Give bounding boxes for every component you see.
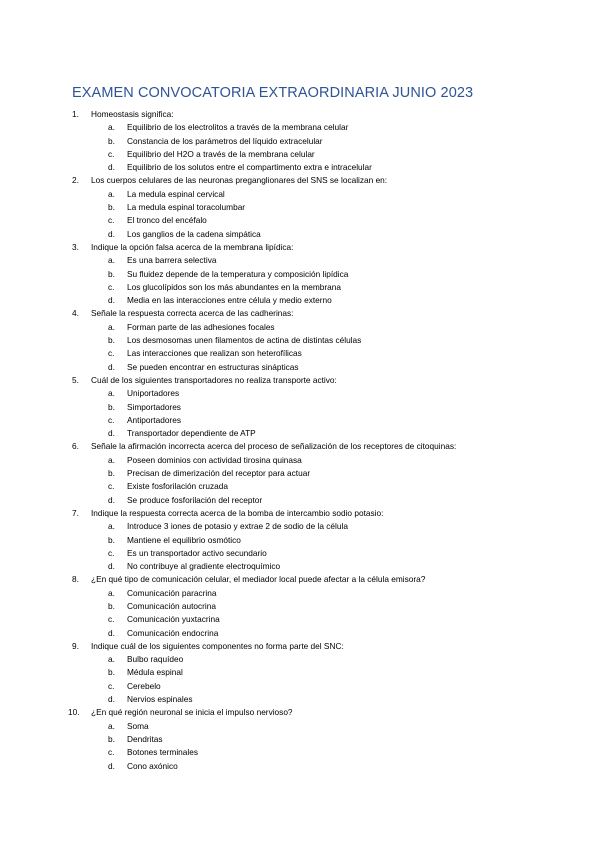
option-text: Transportador dependiente de ATP — [127, 428, 256, 439]
option-letter: b. — [108, 667, 115, 678]
question-item — [0, 706, 600, 719]
answer-option — [0, 401, 600, 414]
option-text: Antiportadores — [127, 414, 181, 425]
question-number: 1. — [72, 109, 79, 119]
option-letter: b. — [108, 534, 115, 545]
answer-option — [0, 613, 600, 626]
option-letter: d. — [108, 162, 115, 173]
option-text: Comunicación endocrina — [127, 627, 219, 638]
option-text: Mantiene el equilibrio osmótico — [127, 534, 241, 545]
question-number: 8. — [72, 574, 79, 585]
option-letter: c. — [108, 481, 115, 492]
answer-option — [0, 666, 600, 679]
option-text: Los ganglios de la cadena simpática — [127, 228, 261, 239]
option-text: Botones terminales — [127, 747, 199, 758]
option-text: Equilibrio del H2O a través de la membrana celular — [127, 148, 315, 159]
question-number: 9. — [72, 640, 79, 651]
option-letter: b. — [108, 600, 115, 611]
question-number: 3. — [72, 241, 79, 252]
option-text: Médula espinal — [127, 667, 183, 678]
option-text: Existe fosforilación cruzada — [127, 481, 228, 492]
option-letter: c. — [108, 215, 115, 226]
option-letter: d. — [108, 228, 115, 239]
answer-option — [0, 587, 600, 600]
option-letter: b. — [108, 135, 115, 146]
option-text: Es una barrera selectiva — [127, 255, 217, 266]
answer-option — [0, 281, 600, 294]
option-letter: d. — [108, 428, 115, 439]
option-text: La medula espinal toracolumbar — [127, 202, 246, 213]
answer-option — [0, 361, 600, 374]
question-text: Los cuerpos celulares de las neuronas preganglionares del SNS se localizan en: — [91, 175, 388, 186]
answer-option — [0, 135, 600, 148]
option-text: Nervios espinales — [127, 694, 193, 705]
option-text: Las interacciones que realizan son heterofílicas — [127, 348, 302, 359]
answer-option — [0, 627, 600, 640]
question-text: Señale la respuesta correcta acerca de las cadherinas: — [91, 308, 294, 319]
answer-option — [0, 347, 600, 360]
option-letter: a. — [108, 720, 115, 731]
question-number: 4. — [72, 308, 79, 319]
option-letter: a. — [108, 321, 115, 332]
option-letter: a. — [108, 188, 115, 199]
question-item — [0, 241, 600, 254]
option-letter: a. — [108, 388, 115, 399]
option-letter: c. — [108, 680, 115, 691]
answer-option — [0, 268, 600, 281]
option-text: Uniportadores — [127, 388, 180, 399]
question-number: 6. — [72, 441, 79, 452]
exam-title: EXAMEN CONVOCATORIA EXTRAORDINARIA JUNIO 2023 — [72, 85, 474, 101]
answer-option — [0, 254, 600, 267]
option-text: Cerebelo — [127, 680, 161, 691]
answer-option — [0, 228, 600, 241]
option-text: Introduce 3 iones de potasio y extrae 2 de sodio de la célula — [127, 521, 348, 532]
option-letter: d. — [108, 494, 115, 505]
option-text: Cono axónico — [127, 760, 178, 771]
option-letter: b. — [108, 335, 115, 346]
question-text: Señale la afirmación incorrecta acerca del proceso de señalización de los receptores de citoquinas: — [91, 441, 457, 452]
option-text: Comunicación paracrina — [127, 587, 217, 598]
option-text: Precisan de dimerización del receptor para actuar — [127, 468, 311, 479]
option-text: Poseen dominios con actividad tirosina quinasa — [127, 454, 302, 465]
option-letter: d. — [108, 760, 115, 771]
option-letter: d. — [108, 694, 115, 705]
option-letter: c. — [108, 547, 115, 558]
answer-option — [0, 480, 600, 493]
option-text: Simportadores — [127, 401, 181, 412]
option-text: No contribuye al gradiente electroquímico — [127, 561, 281, 572]
answer-option — [0, 201, 600, 214]
option-letter: a. — [108, 587, 115, 598]
option-letter: a. — [108, 654, 115, 665]
answer-option — [0, 653, 600, 666]
answer-option — [0, 680, 600, 693]
answer-option — [0, 494, 600, 507]
answer-option — [0, 188, 600, 201]
option-text: Su fluidez depende de la temperatura y composición lipídica — [127, 268, 349, 279]
answer-option — [0, 414, 600, 427]
option-text: Comunicación autocrina — [127, 600, 217, 611]
question-item — [0, 640, 600, 653]
option-letter: b. — [108, 268, 115, 279]
answer-option — [0, 334, 600, 347]
question-item — [0, 174, 600, 187]
option-text: Forman parte de las adhesiones focales — [127, 321, 275, 332]
option-text: Es un transportador activo secundario — [127, 547, 267, 558]
question-number: 7. — [72, 507, 79, 518]
answer-option — [0, 720, 600, 733]
option-letter: d. — [108, 561, 115, 572]
option-letter: a. — [108, 122, 115, 133]
option-text: Se produce fosforilación del receptor — [127, 494, 263, 505]
option-letter: a. — [108, 255, 115, 266]
option-letter: d. — [108, 361, 115, 372]
answer-option — [0, 214, 600, 227]
answer-option — [0, 148, 600, 161]
option-text: Equilibrio de los solutos entre el compartimento extra e intracelular — [127, 162, 372, 173]
question-list — [0, 108, 600, 773]
option-letter: c. — [108, 614, 115, 625]
question-number: 2. — [72, 175, 79, 186]
answer-option — [0, 560, 600, 573]
answer-option — [0, 693, 600, 706]
option-letter: d. — [108, 627, 115, 638]
option-text: La medula espinal cervical — [127, 188, 225, 199]
answer-option — [0, 547, 600, 560]
option-letter: d. — [108, 295, 115, 306]
answer-option — [0, 294, 600, 307]
option-letter: b. — [108, 468, 115, 479]
question-item — [0, 374, 600, 387]
option-letter: b. — [108, 401, 115, 412]
answer-option — [0, 454, 600, 467]
question-text: Indique cuál de los siguientes componentes no forma parte del SNC: — [91, 640, 344, 651]
question-text: Indique la respuesta correcta acerca de la bomba de intercambio sodio potasio: — [91, 507, 384, 518]
option-letter: c. — [108, 414, 115, 425]
option-text: Los desmosomas unen filamentos de actina de distintas células — [127, 335, 362, 346]
option-text: El tronco del encéfalo — [127, 215, 207, 226]
question-text: Cuál de los siguientes transportadores no realiza transporte activo: — [91, 374, 337, 385]
option-letter: a. — [108, 454, 115, 465]
answer-option — [0, 733, 600, 746]
option-text: Los glucolípidos son los más abundantes en la membrana — [127, 281, 342, 292]
answer-option — [0, 427, 600, 440]
option-text: Soma — [127, 720, 149, 731]
question-item — [0, 307, 600, 320]
answer-option — [0, 121, 600, 134]
question-item — [0, 108, 600, 121]
option-letter: c. — [108, 148, 115, 159]
question-item — [0, 440, 600, 453]
question-text: Homeostasis significa: — [91, 109, 174, 119]
option-letter: b. — [108, 202, 115, 213]
answer-option — [0, 321, 600, 334]
option-letter: a. — [108, 521, 115, 532]
answer-option — [0, 520, 600, 533]
option-letter: c. — [108, 281, 115, 292]
option-text: Dendritas — [127, 733, 163, 744]
question-item — [0, 573, 600, 586]
option-text: Se pueden encontrar en estructuras sinápticas — [127, 361, 299, 372]
answer-option — [0, 387, 600, 400]
option-letter: c. — [108, 747, 115, 758]
option-text: Constancia de los parámetros del líquido extracelular — [127, 135, 323, 146]
option-text: Equilibrio de los electrolitos a través de la membrana celular — [127, 122, 349, 133]
question-text: Indique la opción falsa acerca de la membrana lipídica: — [91, 241, 294, 252]
option-letter: b. — [108, 733, 115, 744]
option-text: Comunicación yuxtacrina — [127, 614, 220, 625]
answer-option — [0, 467, 600, 480]
answer-option — [0, 161, 600, 174]
question-text: ¿En qué tipo de comunicación celular, el mediador local puede afectar a la célula emisora? — [91, 574, 426, 585]
option-text: Media en las interacciones entre célula y medio externo — [127, 295, 332, 306]
option-letter: c. — [108, 348, 115, 359]
question-text: ¿En qué región neuronal se inicia el impulso nervioso? — [91, 707, 293, 718]
question-item — [0, 507, 600, 520]
question-number: 5. — [72, 374, 79, 385]
answer-option — [0, 534, 600, 547]
question-number: 10. — [68, 707, 80, 718]
option-text: Bulbo raquídeo — [127, 654, 184, 665]
answer-option — [0, 746, 600, 759]
answer-option — [0, 760, 600, 773]
answer-option — [0, 600, 600, 613]
